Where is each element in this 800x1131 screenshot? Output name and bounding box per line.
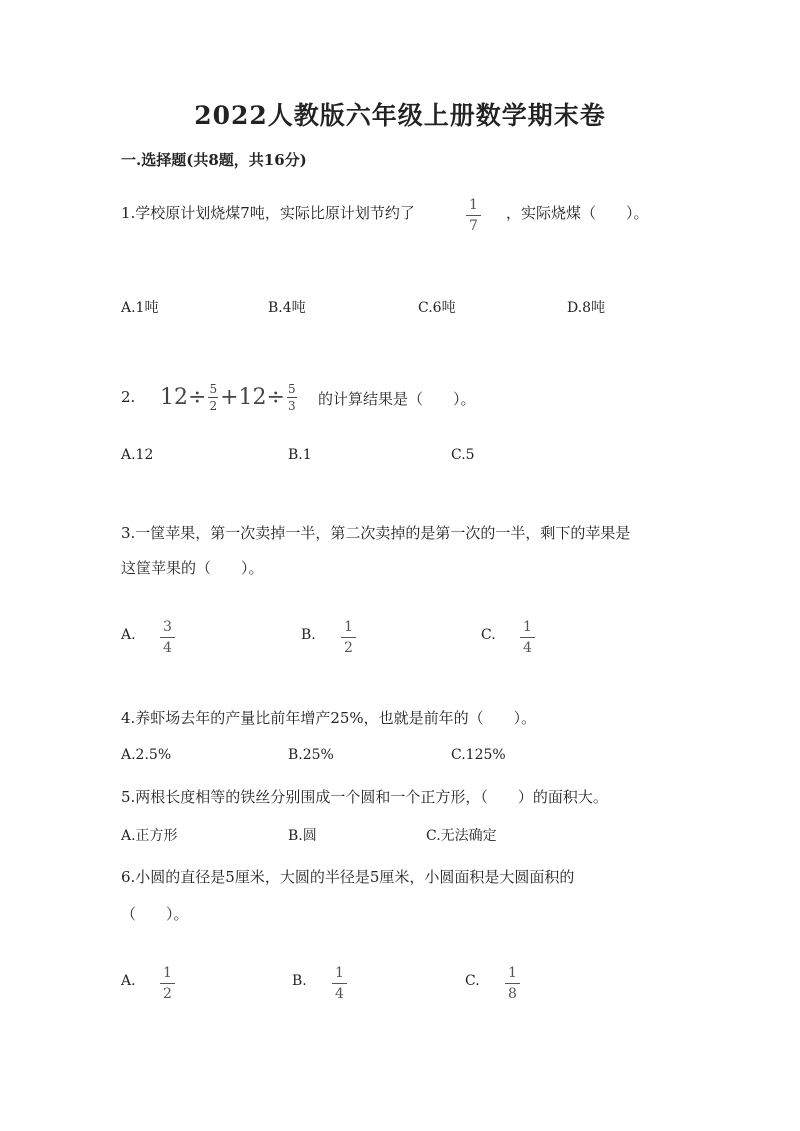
expr-operand: 12 [238, 385, 267, 410]
question-1-fraction [466, 198, 481, 233]
question-6-text-line-1: 6.小圆的直径是5厘米，大圆的半径是5厘米，小圆面积是大圆面积的 [121, 868, 575, 886]
question-5-text: 5.两根长度相等的铁丝分别围成一个圆和一个正方形，（ ）的面积大。 [121, 788, 608, 806]
fraction-numerator: 1 [335, 965, 344, 981]
question-3-option-b-label[interactable]: B. [301, 627, 316, 643]
question-2-expression [160, 383, 299, 412]
question-4-option-c[interactable]: C.125% [451, 747, 506, 763]
divide-sign: ÷ [266, 385, 285, 410]
question-1-text-after: ，实际烧煤（ ）。 [506, 204, 649, 222]
question-1-option-a[interactable]: A.1吨 [121, 300, 159, 316]
fraction-numerator: 1 [469, 197, 478, 213]
question-6-option-b-label[interactable]: B. [292, 973, 307, 989]
question-2-option-c[interactable]: C.5 [451, 447, 475, 463]
question-2-option-b[interactable]: B.1 [288, 447, 312, 463]
question-5-option-a[interactable]: A.正方形 [121, 828, 178, 844]
fraction-numerator: 1 [508, 965, 517, 981]
question-3-text-line-2: 这筐苹果的（ ）。 [121, 559, 264, 577]
question-2-text-after: 的计算结果是（ ）。 [318, 390, 476, 408]
fraction-denominator: 4 [335, 986, 344, 1002]
expr-operand: 12 [160, 385, 188, 410]
question-3-text-line-1: 3.一筐苹果，第一次卖掉一半，第二次卖掉的是第一次的一半，剩下的苹果是 [121, 524, 631, 542]
fraction-denominator: 2 [163, 986, 172, 1002]
question-6-option-a-fraction[interactable] [160, 966, 175, 1001]
fraction-denominator: 4 [163, 640, 172, 656]
question-6-option-b-fraction[interactable] [332, 966, 347, 1001]
divide-sign: ÷ [188, 385, 207, 410]
question-3-option-c-label[interactable]: C. [481, 627, 496, 643]
question-3-option-a-label[interactable]: A. [121, 627, 136, 643]
fraction-numerator: 1 [344, 619, 353, 635]
question-3-option-a-fraction[interactable] [160, 620, 175, 655]
question-1-option-d[interactable]: D.8吨 [567, 300, 606, 316]
fraction-numerator: 1 [163, 965, 172, 981]
expr-fraction-2 [287, 383, 297, 412]
question-4-option-b[interactable]: B.25% [288, 747, 334, 763]
question-4-option-a[interactable]: A.2.5% [121, 747, 172, 763]
question-2-option-a[interactable]: A.12 [121, 447, 154, 463]
question-3-option-b-fraction[interactable] [341, 620, 356, 655]
question-6-option-c-label[interactable]: C. [465, 973, 480, 989]
fraction-denominator: 4 [523, 640, 532, 656]
fraction-numerator: 5 [209, 382, 218, 396]
expr-fraction-1 [208, 383, 218, 412]
question-4-text: 4.养虾场去年的产量比前年增产25%，也就是前年的（ ）。 [121, 709, 537, 727]
fraction-numerator: 1 [523, 619, 532, 635]
fraction-denominator: 2 [209, 399, 218, 413]
question-5-option-c[interactable]: C.无法确定 [426, 828, 497, 844]
question-1-option-c[interactable]: C.6吨 [418, 300, 456, 316]
fraction-denominator: 2 [344, 640, 353, 656]
question-6-option-c-fraction[interactable] [505, 966, 520, 1001]
question-1-option-b[interactable]: B.4吨 [268, 300, 306, 316]
fraction-numerator: 5 [287, 382, 296, 396]
fraction-denominator: 8 [508, 986, 517, 1002]
page-title: 2022人教版六年级上册数学期末卷 [194, 101, 606, 130]
question-2-number: 2. [121, 388, 136, 406]
question-6-text-line-2: （ ）。 [121, 905, 189, 923]
fraction-numerator: 3 [163, 619, 172, 635]
section-heading: 一.选择题(共8题，共16分) [121, 151, 307, 169]
fraction-denominator: 7 [469, 218, 478, 234]
question-3-option-c-fraction[interactable] [520, 620, 535, 655]
question-1-text: 1.学校原计划烧煤7吨，实际比原计划节约了 [121, 204, 415, 222]
plus-sign: + [220, 385, 239, 410]
fraction-denominator: 3 [287, 399, 296, 413]
question-5-option-b[interactable]: B.圆 [288, 828, 317, 844]
question-6-option-a-label[interactable]: A. [121, 973, 136, 989]
